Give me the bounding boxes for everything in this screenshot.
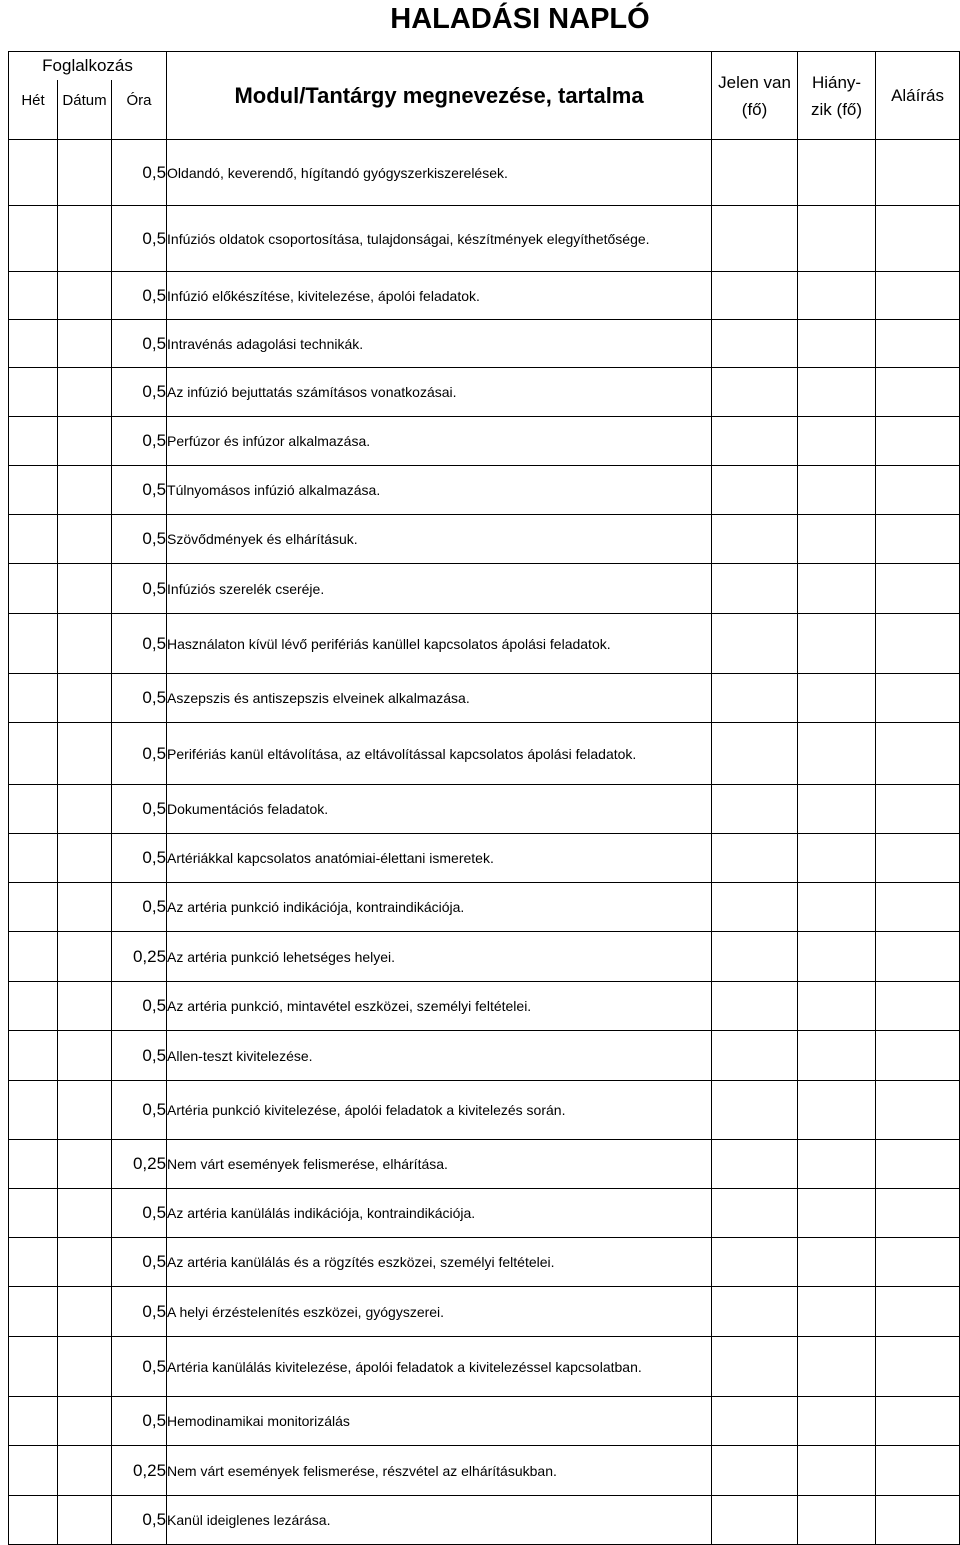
week-cell xyxy=(9,272,58,320)
date-cell xyxy=(58,1140,112,1189)
absent-cell xyxy=(798,1140,876,1189)
present-cell xyxy=(712,368,798,417)
hour-cell: 0,5 xyxy=(112,883,167,932)
table-row xyxy=(9,1446,960,1496)
absent-cell xyxy=(798,1446,876,1496)
date-cell xyxy=(58,140,112,206)
date-cell xyxy=(58,1287,112,1337)
table-row xyxy=(9,272,960,320)
signature-cell xyxy=(876,883,960,932)
table-row xyxy=(9,320,960,368)
signature-cell xyxy=(876,982,960,1031)
hour-cell: 0,5 xyxy=(112,206,167,272)
topic-cell: Túlnyomásos infúzió alkalmazása. xyxy=(167,466,712,515)
topic-cell: Az artéria kanülálás és a rögzítés eszközei, személyi feltételei. xyxy=(167,1238,712,1287)
signature-cell xyxy=(876,1397,960,1446)
date-cell xyxy=(58,1189,112,1238)
week-cell xyxy=(9,614,58,674)
hour-cell: 0,5 xyxy=(112,785,167,834)
absent-cell xyxy=(798,466,876,515)
signature-cell xyxy=(876,272,960,320)
week-cell xyxy=(9,674,58,723)
hour-cell: 0,25 xyxy=(112,932,167,982)
signature-cell xyxy=(876,1238,960,1287)
hour-cell: 0,5 xyxy=(112,1287,167,1337)
absent-cell xyxy=(798,1397,876,1446)
header-activity-group: Foglalkozás xyxy=(9,52,167,81)
week-cell xyxy=(9,1140,58,1189)
header-present-line1: Jelen van xyxy=(718,72,791,92)
date-cell xyxy=(58,614,112,674)
topic-cell: Az artéria punkció lehetséges helyei. xyxy=(167,932,712,982)
signature-cell xyxy=(876,674,960,723)
present-cell xyxy=(712,320,798,368)
table-row xyxy=(9,674,960,723)
signature-cell xyxy=(876,1189,960,1238)
table-row xyxy=(9,515,960,564)
header-hour: Óra xyxy=(112,80,167,140)
topic-cell: A helyi érzéstelenítés eszközei, gyógyszerei. xyxy=(167,1287,712,1337)
present-cell xyxy=(712,417,798,466)
signature-cell xyxy=(876,1446,960,1496)
absent-cell xyxy=(798,785,876,834)
date-cell xyxy=(58,272,112,320)
present-cell xyxy=(712,1081,798,1140)
table-row xyxy=(9,834,960,883)
week-cell xyxy=(9,1287,58,1337)
absent-cell xyxy=(798,1337,876,1397)
table-row xyxy=(9,883,960,932)
signature-cell xyxy=(876,1031,960,1081)
date-cell xyxy=(58,1337,112,1397)
present-cell xyxy=(712,883,798,932)
date-cell xyxy=(58,1446,112,1496)
header-present xyxy=(712,52,798,140)
present-cell xyxy=(712,272,798,320)
week-cell xyxy=(9,834,58,883)
table-row xyxy=(9,1081,960,1140)
topic-cell: Nem várt események felismerése, részvétel az elhárításukban. xyxy=(167,1446,712,1496)
absent-cell xyxy=(798,140,876,206)
absent-cell xyxy=(798,368,876,417)
topic-cell: Az artéria punkció indikációja, kontraindikációja. xyxy=(167,883,712,932)
absent-cell xyxy=(798,417,876,466)
date-cell xyxy=(58,320,112,368)
absent-cell xyxy=(798,834,876,883)
topic-cell: Aszepszis és antiszepszis elveinek alkalmazása. xyxy=(167,674,712,723)
hour-cell: 0,25 xyxy=(112,1446,167,1496)
signature-cell xyxy=(876,723,960,785)
week-cell xyxy=(9,320,58,368)
week-cell xyxy=(9,417,58,466)
week-cell xyxy=(9,140,58,206)
topic-cell: Artériákkal kapcsolatos anatómiai-élettani ismeretek. xyxy=(167,834,712,883)
signature-cell xyxy=(876,932,960,982)
signature-cell xyxy=(876,140,960,206)
present-cell xyxy=(712,1238,798,1287)
present-cell xyxy=(712,932,798,982)
log-body xyxy=(9,140,960,1545)
present-cell xyxy=(712,206,798,272)
progress-log-table xyxy=(8,51,960,1545)
topic-cell: Infúziós szerelék cseréje. xyxy=(167,564,712,614)
table-row xyxy=(9,564,960,614)
present-cell xyxy=(712,614,798,674)
table-row xyxy=(9,1031,960,1081)
signature-cell xyxy=(876,466,960,515)
absent-cell xyxy=(798,982,876,1031)
signature-cell xyxy=(876,1496,960,1545)
table-row xyxy=(9,417,960,466)
present-cell xyxy=(712,723,798,785)
week-cell xyxy=(9,206,58,272)
date-cell xyxy=(58,1238,112,1287)
hour-cell: 0,5 xyxy=(112,834,167,883)
week-cell xyxy=(9,1081,58,1140)
absent-cell xyxy=(798,1031,876,1081)
topic-cell: Artéria kanülálás kivitelezése, ápolói feladatok a kivitelezéssel kapcsolatban. xyxy=(167,1337,712,1397)
present-cell xyxy=(712,1446,798,1496)
date-cell xyxy=(58,206,112,272)
hour-cell: 0,5 xyxy=(112,515,167,564)
hour-cell: 0,5 xyxy=(112,982,167,1031)
date-cell xyxy=(58,466,112,515)
header-module: Modul/Tantárgy megnevezése, tartalma xyxy=(167,52,712,140)
absent-cell xyxy=(798,1496,876,1545)
date-cell xyxy=(58,1081,112,1140)
date-cell xyxy=(58,564,112,614)
topic-cell: Hemodinamikai monitorizálás xyxy=(167,1397,712,1446)
signature-cell xyxy=(876,368,960,417)
present-cell xyxy=(712,1189,798,1238)
header-week: Hét xyxy=(9,80,58,140)
signature-cell xyxy=(876,417,960,466)
table-row xyxy=(9,723,960,785)
present-cell xyxy=(712,834,798,883)
topic-cell: Allen-teszt kivitelezése. xyxy=(167,1031,712,1081)
week-cell xyxy=(9,1496,58,1545)
table-row xyxy=(9,1140,960,1189)
topic-cell: Oldandó, keverendő, hígítandó gyógyszerkiszerelések. xyxy=(167,140,712,206)
date-cell xyxy=(58,1031,112,1081)
signature-cell xyxy=(876,1287,960,1337)
date-cell xyxy=(58,1496,112,1545)
topic-cell: Az artéria punkció, mintavétel eszközei, személyi feltételei. xyxy=(167,982,712,1031)
date-cell xyxy=(58,723,112,785)
topic-cell: Perifériás kanül eltávolítása, az eltávolítással kapcsolatos ápolási feladatok. xyxy=(167,723,712,785)
week-cell xyxy=(9,515,58,564)
table-row xyxy=(9,1496,960,1545)
table-row xyxy=(9,1287,960,1337)
present-cell xyxy=(712,1140,798,1189)
header-absent-line2: zik (fő) xyxy=(811,99,863,119)
topic-cell: Infúziós oldatok csoportosítása, tulajdonságai, készítmények elegyíthetősége. xyxy=(167,206,712,272)
week-cell xyxy=(9,1397,58,1446)
absent-cell xyxy=(798,1081,876,1140)
present-cell xyxy=(712,785,798,834)
hour-cell: 0,5 xyxy=(112,140,167,206)
hour-cell: 0,5 xyxy=(112,272,167,320)
week-cell xyxy=(9,1446,58,1496)
week-cell xyxy=(9,466,58,515)
topic-cell: Intravénás adagolási technikák. xyxy=(167,320,712,368)
signature-cell xyxy=(876,785,960,834)
hour-cell: 0,5 xyxy=(112,614,167,674)
hour-cell: 0,25 xyxy=(112,1140,167,1189)
date-cell xyxy=(58,834,112,883)
signature-cell xyxy=(876,1337,960,1397)
topic-cell: Nem várt események felismerése, elhárítása. xyxy=(167,1140,712,1189)
absent-cell xyxy=(798,272,876,320)
week-cell xyxy=(9,932,58,982)
week-cell xyxy=(9,368,58,417)
absent-cell xyxy=(798,564,876,614)
date-cell xyxy=(58,932,112,982)
page-title: HALADÁSI NAPLÓ xyxy=(390,3,650,35)
table-row xyxy=(9,785,960,834)
date-cell xyxy=(58,1397,112,1446)
absent-cell xyxy=(798,515,876,564)
week-cell xyxy=(9,1189,58,1238)
table-row xyxy=(9,1397,960,1446)
signature-cell xyxy=(876,320,960,368)
header-date: Dátum xyxy=(58,80,112,140)
header-absent-line1: Hiány- xyxy=(811,72,862,92)
table-row xyxy=(9,368,960,417)
week-cell xyxy=(9,785,58,834)
date-cell xyxy=(58,368,112,417)
hour-cell: 0,5 xyxy=(112,320,167,368)
absent-cell xyxy=(798,614,876,674)
table-row xyxy=(9,982,960,1031)
topic-cell: Szövődmények és elhárításuk. xyxy=(167,515,712,564)
topic-cell: Használaton kívül lévő perifériás kanüllel kapcsolatos ápolási feladatok. xyxy=(167,614,712,674)
hour-cell: 0,5 xyxy=(112,368,167,417)
header-present-line2: (fő) xyxy=(741,99,768,119)
date-cell xyxy=(58,674,112,723)
date-cell xyxy=(58,883,112,932)
absent-cell xyxy=(798,932,876,982)
signature-cell xyxy=(876,564,960,614)
week-cell xyxy=(9,723,58,785)
week-cell xyxy=(9,1031,58,1081)
hour-cell: 0,5 xyxy=(112,417,167,466)
date-cell xyxy=(58,417,112,466)
date-cell xyxy=(58,982,112,1031)
hour-cell: 0,5 xyxy=(112,723,167,785)
week-cell xyxy=(9,1337,58,1397)
hour-cell: 0,5 xyxy=(112,1081,167,1140)
present-cell xyxy=(712,466,798,515)
present-cell xyxy=(712,515,798,564)
signature-cell xyxy=(876,515,960,564)
date-cell xyxy=(58,515,112,564)
hour-cell: 0,5 xyxy=(112,466,167,515)
hour-cell: 0,5 xyxy=(112,564,167,614)
table-row xyxy=(9,466,960,515)
signature-cell xyxy=(876,614,960,674)
signature-cell xyxy=(876,1140,960,1189)
hour-cell: 0,5 xyxy=(112,674,167,723)
absent-cell xyxy=(798,674,876,723)
week-cell xyxy=(9,982,58,1031)
absent-cell xyxy=(798,320,876,368)
absent-cell xyxy=(798,206,876,272)
hour-cell: 0,5 xyxy=(112,1031,167,1081)
present-cell xyxy=(712,674,798,723)
header-signature: Aláírás xyxy=(876,52,960,140)
present-cell xyxy=(712,982,798,1031)
week-cell xyxy=(9,564,58,614)
hour-cell: 0,5 xyxy=(112,1238,167,1287)
topic-cell: Dokumentációs feladatok. xyxy=(167,785,712,834)
present-cell xyxy=(712,1397,798,1446)
topic-cell: Infúzió előkészítése, kivitelezése, ápolói feladatok. xyxy=(167,272,712,320)
hour-cell: 0,5 xyxy=(112,1496,167,1545)
present-cell xyxy=(712,564,798,614)
present-cell xyxy=(712,1337,798,1397)
table-row xyxy=(9,1238,960,1287)
hour-cell: 0,5 xyxy=(112,1189,167,1238)
table-row xyxy=(9,1337,960,1397)
present-cell xyxy=(712,1496,798,1545)
absent-cell xyxy=(798,723,876,785)
topic-cell: Perfúzor és infúzor alkalmazása. xyxy=(167,417,712,466)
present-cell xyxy=(712,1031,798,1081)
absent-cell xyxy=(798,883,876,932)
week-cell xyxy=(9,883,58,932)
absent-cell xyxy=(798,1189,876,1238)
topic-cell: Artéria punkció kivitelezése, ápolói feladatok a kivitelezés során. xyxy=(167,1081,712,1140)
table-row xyxy=(9,932,960,982)
topic-cell: Kanül ideiglenes lezárása. xyxy=(167,1496,712,1545)
signature-cell xyxy=(876,834,960,883)
hour-cell: 0,5 xyxy=(112,1397,167,1446)
signature-cell xyxy=(876,1081,960,1140)
topic-cell: Az artéria kanülálás indikációja, kontraindikációja. xyxy=(167,1189,712,1238)
absent-cell xyxy=(798,1238,876,1287)
table-row xyxy=(9,140,960,206)
present-cell xyxy=(712,140,798,206)
table-row xyxy=(9,1189,960,1238)
table-row xyxy=(9,614,960,674)
date-cell xyxy=(58,785,112,834)
topic-cell: Az infúzió bejuttatás számításos vonatkozásai. xyxy=(167,368,712,417)
signature-cell xyxy=(876,206,960,272)
hour-cell: 0,5 xyxy=(112,1337,167,1397)
header-absent xyxy=(798,52,876,140)
table-row xyxy=(9,206,960,272)
week-cell xyxy=(9,1238,58,1287)
present-cell xyxy=(712,1287,798,1337)
absent-cell xyxy=(798,1287,876,1337)
